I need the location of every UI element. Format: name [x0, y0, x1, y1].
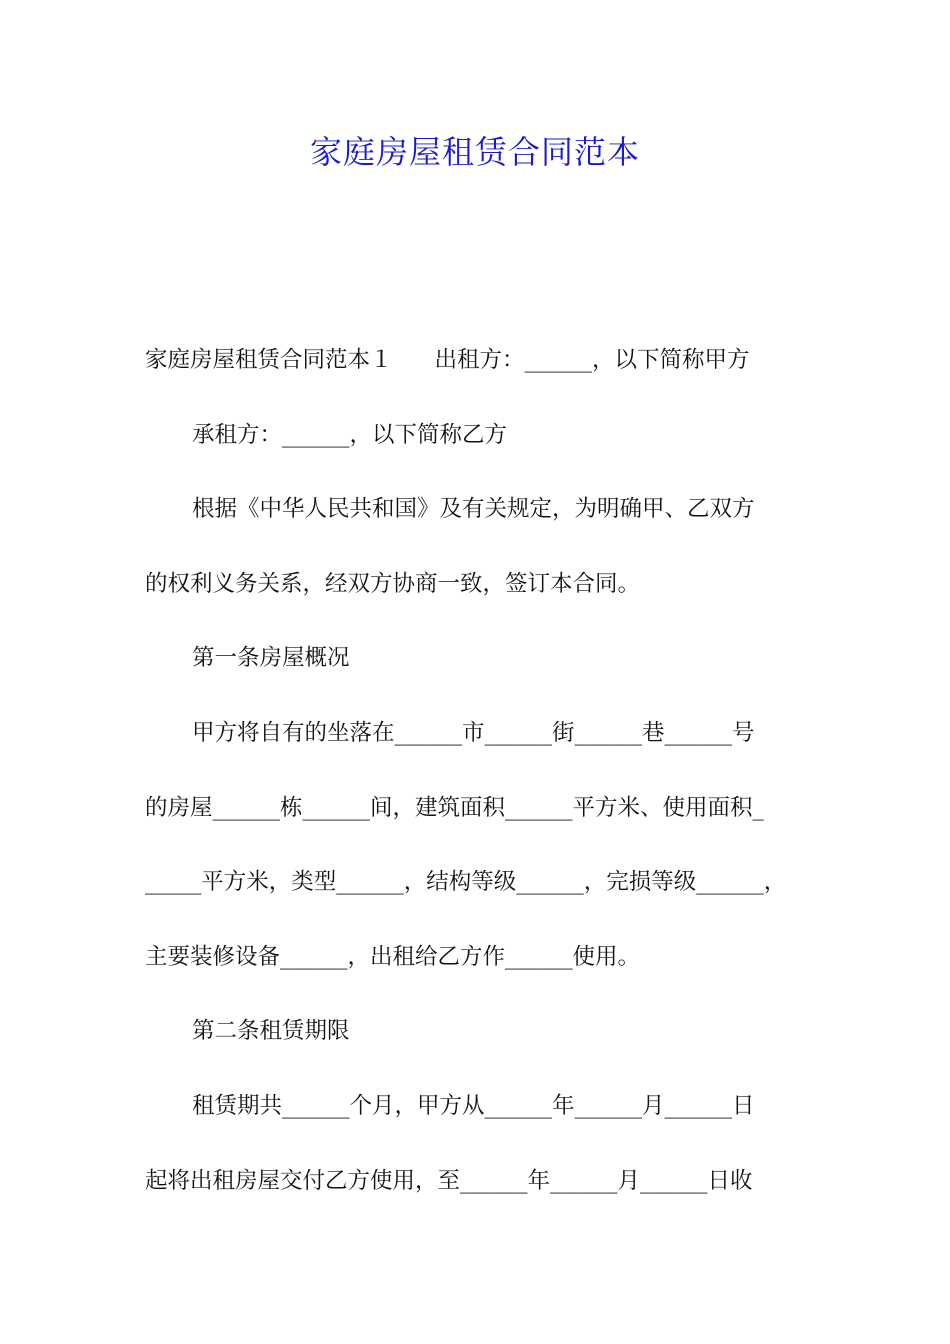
paragraph-line: 根据《中华人民共和国》及有关规定，为明确甲、乙双方 [192, 496, 755, 523]
paragraph-line: 承租方：______，以下简称乙方 [192, 421, 508, 448]
paragraph-line: _____平方米，类型______，结构等级______，完损等级______， [145, 869, 787, 896]
paragraph-line: 租赁期共______个月，甲方从______年______月______日 [192, 1092, 755, 1119]
section-heading: 第一条房屋概况 [192, 645, 350, 672]
paragraph-line: 的房屋______栋______间，建筑面积______平方米、使用面积_ [145, 794, 764, 821]
paragraph-line: 甲方将自有的坐落在______市______街______巷______号 [192, 719, 755, 746]
contract-heading-text: 家庭房屋租赁合同范本１ [145, 347, 393, 373]
section-heading: 第二条租赁期限 [192, 1018, 350, 1045]
paragraph-line: 主要装修设备______，出租给乙方作______使用。 [145, 943, 641, 970]
document-title: 家庭房屋租赁合同范本 [309, 133, 640, 171]
paragraph-line [145, 336, 815, 411]
document-body [145, 336, 815, 1231]
paragraph-line: 起将出租房屋交付乙方使用，至______年______月______日收 [145, 1167, 753, 1194]
paragraph-line: 的权利义务关系，经双方协商一致，签订本合同。 [145, 570, 641, 597]
lessor-text: 出租方：______，以下简称甲方 [434, 347, 750, 373]
